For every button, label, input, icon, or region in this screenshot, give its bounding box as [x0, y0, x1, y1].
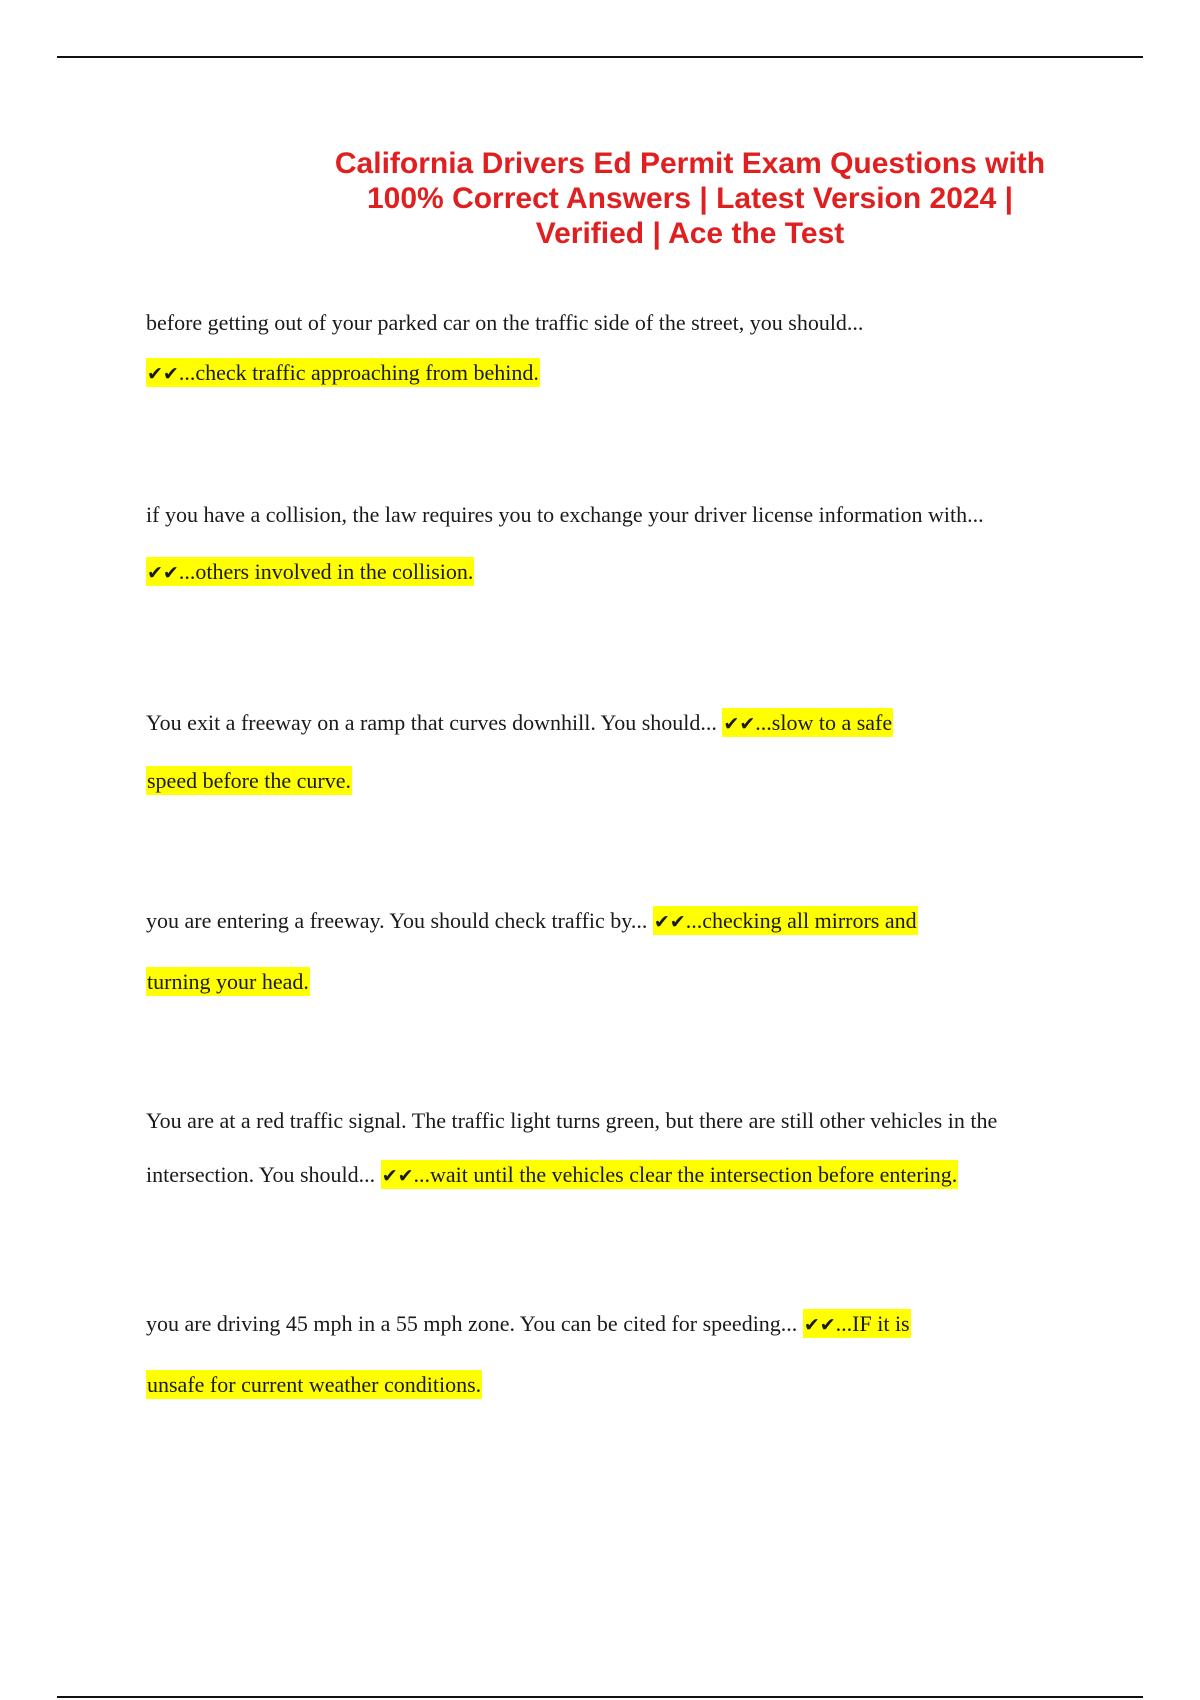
question-text: if you have a collision, the law requires you to exchange your driver license information with... [146, 502, 984, 527]
answer-highlight [722, 708, 893, 737]
answer-continuation-line [146, 969, 1086, 995]
answer-highlight-continued: unsafe for current weather conditions. [147, 1372, 482, 1397]
header-rule [57, 56, 1143, 58]
answer-continuation-line [146, 768, 1086, 794]
answer-line [146, 360, 1086, 386]
question-text: You exit a freeway on a ramp that curves downhill. You should... [146, 710, 717, 735]
qa-item-2 [146, 502, 1086, 585]
answer-continuation-line [146, 1372, 1086, 1398]
title-line-2: 100% Correct Answers | Latest Version 2024 | [367, 182, 1013, 215]
answer-text: ...wait until the vehicles clear the intersection before entering. [413, 1162, 958, 1187]
double-check-icon: ✔✔ [147, 363, 179, 385]
double-check-icon: ✔✔ [723, 713, 756, 735]
answer-highlight [146, 358, 540, 387]
document-title [290, 146, 1090, 251]
answer-highlight-continued: turning your head. [147, 969, 309, 994]
double-check-icon: ✔✔ [381, 1165, 414, 1187]
answer-highlight [803, 1309, 911, 1338]
question-text: you are entering a freeway. You should check traffic by... [146, 908, 648, 933]
question-text-part-1: You are at a red traffic signal. The traffic light turns green, but there are still other vehicles in the [146, 1108, 998, 1133]
qa-item-5 [146, 1108, 1086, 1188]
qa-item-1 [146, 310, 1086, 386]
double-check-icon: ✔✔ [653, 911, 686, 933]
answer-text: ...check traffic approaching from behind. [178, 360, 539, 385]
question-text: you are driving 45 mph in a 55 mph zone. You can be cited for speeding... [146, 1311, 798, 1336]
question-line-2 [146, 1162, 1086, 1188]
answer-line [146, 559, 1086, 585]
title-line-1: California Drivers Ed Permit Exam Questions with [334, 147, 1046, 180]
question-line [146, 1311, 1086, 1372]
answer-highlight-continued: speed before the curve. [147, 768, 352, 793]
answer-highlight [381, 1160, 959, 1189]
footer-rule [57, 1696, 1143, 1698]
double-check-icon: ✔✔ [147, 562, 179, 584]
question-text: before getting out of your parked car on the traffic side of the street, you should... [146, 310, 864, 335]
answer-highlight [653, 906, 918, 935]
answer-text-part-1: ...slow to a safe [755, 710, 893, 735]
answer-highlight [146, 557, 474, 586]
question-line [146, 908, 1086, 969]
answer-text: ...others involved in the collision. [178, 559, 474, 584]
title-line-3: Verified | Ace the Test [535, 217, 845, 250]
question-text-part-2: intersection. You should... [146, 1162, 376, 1187]
question-line [146, 710, 1086, 768]
answer-text-part-1: ...checking all mirrors and [685, 908, 917, 933]
answer-text-part-1: ...IF it is [835, 1311, 910, 1336]
double-check-icon: ✔✔ [803, 1314, 836, 1336]
qa-item-4 [146, 908, 1086, 995]
qa-item-6 [146, 1311, 1086, 1398]
qa-item-3 [146, 710, 1086, 794]
